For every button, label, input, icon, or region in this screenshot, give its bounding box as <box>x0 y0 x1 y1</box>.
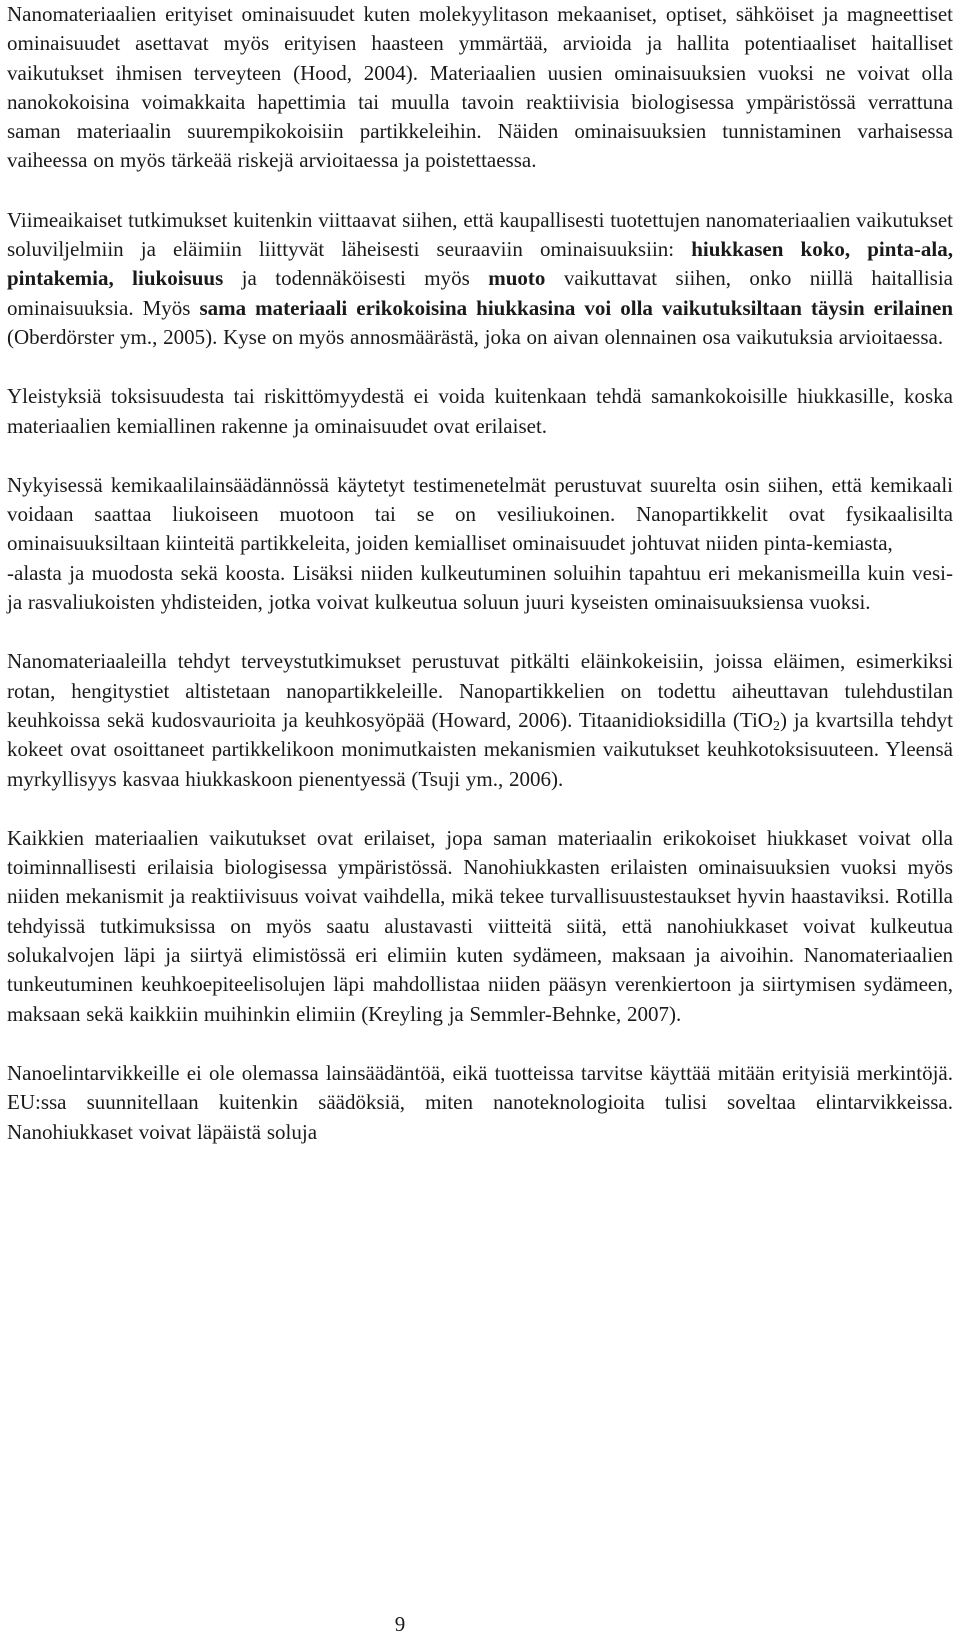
text-span: vaikuttavat siihen, onko niillä haitallisia ominaisuuksia. Myös <box>7 266 953 320</box>
text-span: Nanomateriaaleilla tehdyt terveystutkimukset perustuvat pitkälti eläinkokeisiin, joissa eläimen, esimerkiksi rotan, hengitystiet altistetaan nanopartikkeleille. Nanopartikkelien on todettu aiheuttavan tulehdustilan keuhkoissa sekä kudosvaurioita ja keuhkosyöpää (Howard, 2006). Titaanidioksidilla (TiO <box>7 649 953 732</box>
text-span: Viimeaikaiset tutkimukset kuitenkin viittaavat siihen, että kaupallisesti tuotettujen nanomateriaalien vaikutukset soluviljelmiin ja eläimiin liittyvät läheisesti seuraaviin ominaisuuksiin: <box>7 207 953 262</box>
bold-shape: muoto <box>488 266 546 291</box>
text-span: ja todennäköisesti myös <box>223 266 489 291</box>
text-span: ) ja kvartsilla tehdyt kokeet ovat osoittaneet partikkelikoon monimutkaisten mekanismien vaikutukset keuhkotoksisuuteen. Yleensä myrkyllisyys kasvaa hiukkaskoon pienentyessä (Tsuji ym., 2006). <box>7 707 953 791</box>
subscript-two: 2 <box>772 718 780 734</box>
paragraph-nanomaterial-properties: Nanomateriaalien erityiset ominaisuudet kuten molekyylitason mekaaniset, optiset, sähköiset ja magneettiset ominaisuudet asettavat myös erityisen haasteen ymmärtää, arvioida ja hallita potentiaaliset haitalliset vaikutukset ihmisen terveyteen (Hood, 2004). Materiaalien uusien ominaisuuksien vuoksi ne voivat olla nanokokoisina voimakkaita hapettimia tai muulla tavoin reaktiivisia biologisessa ympäristössä verrattuna saman materiaalin suurempikokoisiin partikkeleihin. Näiden ominaisuuksien tunnistaminen varhaisessa vaiheessa on myös tärkeää riskejä arvioitaessa ja poistettaessa. <box>7 2 953 173</box>
text-span: Nykyisessä kemikaalilainsäädännössä käytetyt testimenetelmät perustuvat suurelta osin siihen, että kemikaali voidaan saattaa liukoiseen muotoon tai se on vesiliukoinen. Nanopartikkelit ovat fysikaalisilta ominaisuuksiltaan kiinteitä partikkeleita, joiden kemialliset ominaisuudet johtuvat niiden pinta-kemiasta, <box>7 472 953 556</box>
paragraph-material-effects: Kaikkien materiaalien vaikutukset ovat erilaiset, jopa saman materiaalin erikokoiset hiukkaset voivat olla toiminnallisesti erilaisia biologisessa ympäristössä. Nanohiukkasten erilaisten ominaisuuksien vuoksi myös niiden mekanismit ja reaktiivisuus voivat vaihdella, mikä tekee turvallisuustestaukset hyvin haastaviksi. Rotilla tehdyissä tutkimuksissa on myös saatu alustavasti viitteitä siitä, että nanohiukkaset voivat kulkeutua solukalvojen läpi ja siirtyä elimistössä eri elimiin kuten sydämeen, maksaan ja aivoihin. Nanomateriaalien tunkeutuminen keuhkoepiteelisolujen läpi mahdollistaa niiden pääsyn verenkiertoon ja siirtymisen sydämeen, maksaan sekä kaikkiin muihinkin elimiin (Kreyling ja Semmler-Behnke, 2007). <box>7 825 953 1026</box>
text-span: (Oberdörster ym., 2005). Kyse on myös annosmäärästä, joka on aivan olennainen osa vaikutuksia arvioitaessa. <box>7 324 944 349</box>
text-span: -alasta ja muodosta sekä koosta. Lisäksi niiden kulkeutuminen soluihin tapahtuu eri mekanismeilla kuin vesi- ja rasvaliukoisten yhdisteiden, jotka voivat kulkeutua soluun juuri kyseisten ominaisuuksiensa vuoksi. <box>7 560 953 615</box>
bold-properties-list: hiukkasen koko, pinta-ala, pintakemia, liukoisuus <box>7 237 953 291</box>
paragraph-food-legislation: Nanoelintarvikkeille ei ole olemassa lainsäädäntöä, eikä tuotteissa tarvitse käyttää mitään erityisiä merkintöjä. EU:ssa suunnitellaan kuitenkin säädöksiä, miten nanoteknologioita tulisi soveltaa elintarvikkeissa. Nanohiukkaset voivat läpäistä soluja <box>7 1060 953 1144</box>
paragraph-health-studies <box>7 647 953 793</box>
bold-same-material-statement: sama materiaali erikokoisina hiukkasina voi olla vaikutuksiltaan täysin erilainen <box>199 295 953 320</box>
body-text <box>7 0 953 1177</box>
paragraph-recent-studies <box>7 206 953 352</box>
page-number: 9 <box>394 1612 406 1636</box>
paragraph-chemical-legislation <box>7 471 953 617</box>
paragraph-generalizations: Yleistyksiä toksisuudesta tai riskittömyydestä ei voida kuitenkaan tehdä samankokoisille hiukkasille, koska materiaalien kemiallinen rakenne ja ominaisuudet ovat erilaiset. <box>7 384 953 438</box>
